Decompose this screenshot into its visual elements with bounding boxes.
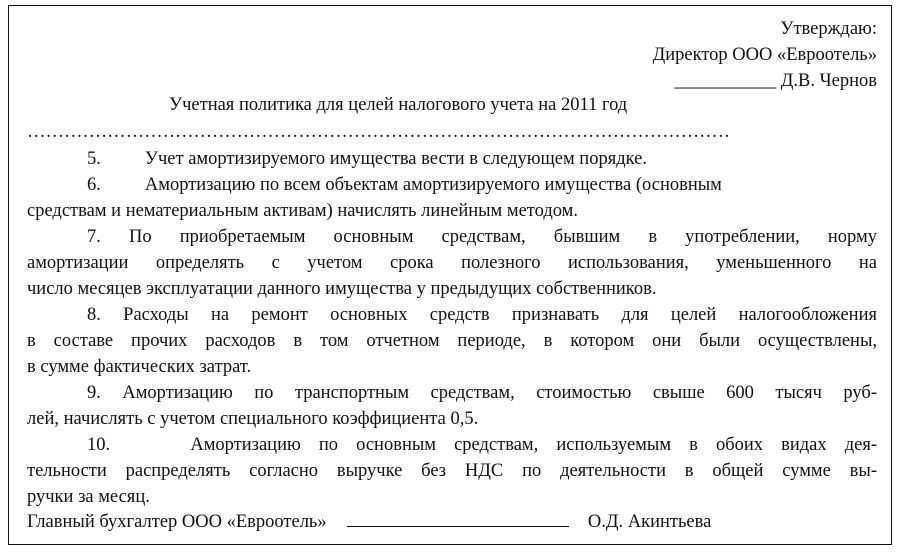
paragraph-9: [27, 380, 877, 432]
approval-heading: Утверждаю:: [780, 19, 877, 39]
paragraph-7: [27, 224, 877, 302]
document-page: [8, 5, 892, 545]
paragraph-8-line-1: 8. Расходы на ремонт основных средств признавать для целей налогообложения: [87, 305, 877, 325]
paragraph-10-line-2: тельности распределять согласно выручке без НДС по деятельности в общей сумме вы-: [27, 461, 877, 481]
approval-position: Директор ООО «Евроотель»: [652, 45, 877, 65]
paragraph-6-number: 6.: [87, 175, 101, 195]
signature-row: [27, 509, 711, 535]
ellipsis-divider: ……………………………………………………………………………………………………: [27, 122, 730, 142]
paragraph-7-line-1: 7. По приобретаемым основным средствам, бывшим в употреблении, норму: [87, 227, 877, 247]
paragraph-6-line-2: средствам и нематериальным активам) начислять линейным методом.: [27, 201, 579, 221]
paragraph-5-text: Учет амортизируемого имущества вести в следующем порядке.: [144, 149, 647, 169]
signature-blank-line: [347, 510, 569, 527]
document-title: Учетная политика для целей налогового учета на 2011 год: [169, 95, 628, 115]
signature-name: О.Д. Акинтьева: [587, 512, 712, 532]
paragraph-8: [27, 302, 877, 380]
paragraph-10-line-3: ручки за месяц.: [27, 487, 150, 507]
approval-signature-blank: ___________: [674, 71, 777, 91]
paragraph-10-number: 10.: [87, 435, 111, 455]
paragraph-6-line-1: [27, 172, 877, 198]
paragraph-10-line-1: [27, 432, 877, 458]
paragraph-7-line-2: амортизации определять с учетом срока полезного использования, уменьшенного на: [27, 253, 877, 273]
paragraph-10-text-1: Амортизацию по основным средствам, используемым в обоих видах дея-: [190, 435, 878, 455]
paragraph-7-line-3: число месяцев эксплуатации данного имущества у предыдущих собственников.: [27, 279, 657, 299]
paragraph-6-text-1: Амортизацию по всем объектам амортизируемого имущества (основным: [144, 175, 722, 195]
paragraph-10: [27, 432, 877, 510]
paragraph-8-line-3: в сумме фактических затрат.: [27, 357, 252, 377]
paragraph-9-line-1: 9. Амортизацию по транспортным средствам, стоимостью свыше 600 тысяч руб-: [87, 383, 877, 403]
paragraph-5: [27, 146, 877, 172]
paragraph-6: [27, 172, 877, 224]
paragraph-5-line: [27, 146, 877, 172]
paragraph-8-line-2: в составе прочих расходов в том отчетном периоде, в котором они были осуществлены,: [27, 331, 877, 351]
approval-signature-line: [674, 68, 877, 94]
signature-position: Главный бухгалтер ООО «Евроотель»: [27, 512, 327, 532]
approval-director-name: Д.В. Чернов: [780, 71, 877, 91]
paragraph-9-line-2: лей, начислять с учетом специального коэффициента 0,5.: [27, 409, 479, 429]
paragraph-5-number: 5.: [87, 149, 101, 169]
